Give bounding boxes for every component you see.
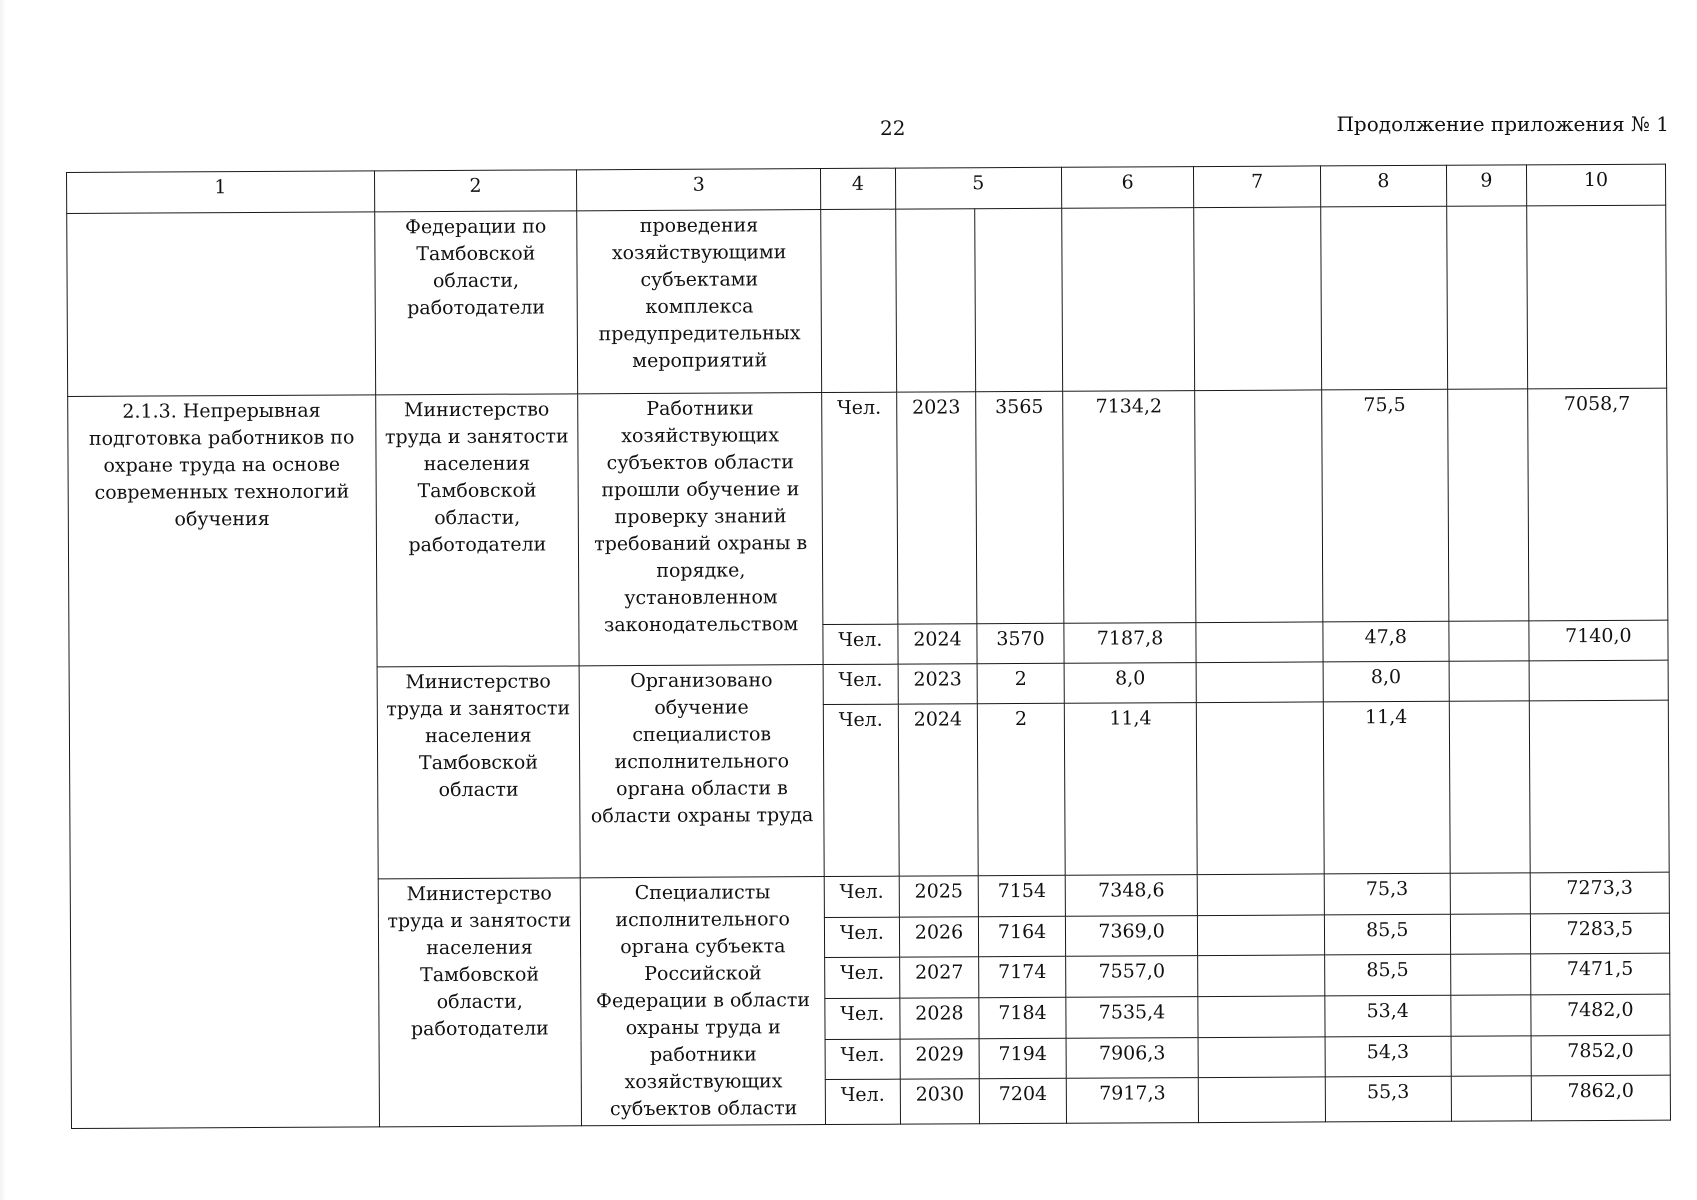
column-10-cell: 7283,5: [1530, 913, 1669, 954]
column-7-cell: [1197, 702, 1324, 875]
column-8-cell: 11,4: [1323, 701, 1450, 874]
result-cell: Специалисты исполнительного органа субъекта Российской Федерации в области охраны труда и работники хозяйствующих субъектов области: [581, 877, 826, 1126]
column-10-cell: 7482,0: [1531, 994, 1670, 1035]
column-10-cell: 7273,3: [1530, 872, 1669, 913]
year-cell: 2023: [898, 664, 978, 704]
column-9-cell: [1451, 995, 1531, 1036]
total-funding-cell: 7187,8: [1064, 623, 1197, 664]
unit-cell: Чел.: [822, 392, 898, 624]
column-10-cell: 7140,0: [1529, 620, 1668, 661]
column-8-cell: 53,4: [1325, 995, 1451, 1036]
result-cell: Работники хозяйствующих субъектов области прошли обучение и проверку знаний требований охраны в порядке, установленном законодательством: [578, 393, 823, 666]
unit-cell: Чел.: [825, 998, 900, 1039]
executor-cell: Министерство труда и занятости населения Тамбовской области, работодатели: [375, 394, 579, 667]
unit-cell: Чел.: [824, 876, 899, 917]
indicator-value-cell: 2: [978, 703, 1065, 875]
column-number: 8: [1320, 165, 1446, 207]
column-8-cell: 85,5: [1324, 955, 1450, 996]
table-cell: [1320, 206, 1447, 390]
column-9-cell: [1451, 1076, 1531, 1121]
column-number: 1: [67, 171, 375, 214]
column-7-cell: [1198, 955, 1324, 996]
total-funding-cell: 7906,3: [1066, 1037, 1199, 1078]
unit-cell: Чел.: [825, 1039, 900, 1080]
indicator-value-cell: 2: [978, 663, 1065, 703]
column-number: 5: [895, 167, 1061, 209]
column-8-cell: 85,5: [1324, 914, 1450, 955]
column-number: 3: [577, 169, 821, 211]
column-10-cell: [1529, 660, 1668, 701]
total-funding-cell: 7348,6: [1065, 875, 1198, 916]
table-cell: [1194, 207, 1321, 391]
indicator-value-cell: 7174: [979, 957, 1066, 998]
column-7-cell: [1198, 996, 1324, 1037]
executor-cell: Министерство труда и занятости населения Тамбовской области: [377, 666, 581, 879]
column-8-cell: 47,8: [1323, 621, 1449, 662]
column-7-cell: [1198, 915, 1324, 956]
year-cell: 2027: [899, 957, 979, 998]
column-9-cell: [1449, 701, 1530, 873]
indicator-value-cell: 7184: [979, 997, 1066, 1038]
column-number: 10: [1526, 164, 1665, 206]
year-cell: 2030: [900, 1079, 980, 1124]
table-cell: [1447, 206, 1528, 389]
executor-cell: Министерство труда и занятости населения Тамбовской области, работодатели: [378, 878, 582, 1127]
measure-cell-empty: [67, 212, 375, 397]
unit-cell: Чел.: [825, 957, 900, 998]
table-row: [68, 388, 1668, 628]
column-9-cell: [1449, 661, 1529, 701]
total-funding-cell: 11,4: [1064, 703, 1198, 876]
measures-table: [66, 164, 1671, 1129]
indicator-value-cell: 7204: [980, 1078, 1067, 1123]
unit-cell: Чел.: [823, 624, 898, 664]
column-number: 4: [821, 168, 896, 209]
column-10-cell: 7852,0: [1531, 1035, 1670, 1076]
indicator-value-cell: 7154: [979, 875, 1066, 916]
indicator-value-cell: 7194: [979, 1038, 1066, 1079]
column-7-cell: [1197, 662, 1323, 703]
column-10-cell: 7058,7: [1527, 388, 1667, 621]
total-funding-cell: 7557,0: [1065, 956, 1198, 997]
table-cell: [821, 209, 896, 392]
unit-cell: Чел.: [825, 917, 900, 958]
executor-cell: Федерации по Тамбовской области, работодатели: [374, 211, 578, 395]
continuation-row: [67, 205, 1667, 396]
column-8-cell: 8,0: [1323, 661, 1449, 702]
column-8-cell: 75,5: [1321, 389, 1448, 622]
total-funding-cell: 7535,4: [1066, 997, 1199, 1038]
total-funding-cell: 7917,3: [1066, 1078, 1199, 1123]
total-funding-cell: 8,0: [1064, 663, 1197, 704]
table-cell: [1526, 205, 1666, 389]
year-cell: 2024: [897, 624, 977, 664]
result-cell: Организовано обучение специалистов исполнительного органа области в области охраны труда: [579, 665, 824, 878]
column-7-cell: [1195, 390, 1322, 623]
column-number: 2: [374, 170, 577, 212]
year-cell: 2026: [899, 916, 979, 957]
indicator-value-cell: 3570: [977, 623, 1064, 663]
column-9-cell: [1451, 1035, 1531, 1076]
column-7-cell: [1199, 1077, 1325, 1122]
column-9-cell: [1451, 954, 1531, 995]
indicator-value-cell: 3565: [976, 391, 1064, 623]
table-cell: [975, 208, 1062, 391]
scan-edge: [0, 0, 6, 1200]
column-number: 9: [1446, 165, 1526, 206]
indicator-value-cell: 7164: [979, 916, 1066, 957]
page-number: 22: [880, 116, 906, 140]
year-cell: 2023: [896, 392, 977, 624]
table-cell: [895, 209, 976, 392]
column-10-cell: 7862,0: [1531, 1075, 1670, 1121]
column-7-cell: [1196, 622, 1322, 663]
unit-cell: Чел.: [823, 664, 898, 704]
result-cell: проведения хозяйствующими субъектами комплекса предупредительных мероприятий: [577, 210, 822, 394]
column-number: 6: [1061, 167, 1194, 209]
column-number: 7: [1194, 166, 1320, 208]
table-cell: [1061, 208, 1195, 392]
year-cell: 2025: [899, 876, 979, 917]
column-7-cell: [1198, 874, 1324, 915]
column-10-cell: [1529, 700, 1669, 873]
unit-cell: Чел.: [825, 1079, 900, 1124]
column-9-cell: [1448, 389, 1529, 621]
year-cell: 2029: [900, 1038, 980, 1079]
column-9-cell: [1450, 873, 1530, 914]
column-8-cell: 55,3: [1325, 1076, 1451, 1121]
year-cell: 2024: [898, 704, 979, 876]
column-10-cell: 7471,5: [1530, 953, 1669, 994]
appendix-continuation-note: Продолжение приложения № 1: [1336, 112, 1669, 136]
year-cell: 2028: [899, 998, 979, 1039]
measure-title-cell: 2.1.3. Непрерывная подготовка работников по охране труда на основе современных технологий обучения: [68, 395, 379, 1129]
column-9-cell: [1450, 913, 1530, 954]
column-8-cell: 75,3: [1324, 873, 1450, 914]
column-8-cell: 54,3: [1325, 1036, 1451, 1077]
total-funding-cell: 7134,2: [1062, 391, 1196, 624]
column-9-cell: [1449, 621, 1529, 661]
unit-cell: Чел.: [823, 704, 898, 876]
column-7-cell: [1198, 1036, 1324, 1077]
total-funding-cell: 7369,0: [1065, 915, 1198, 956]
